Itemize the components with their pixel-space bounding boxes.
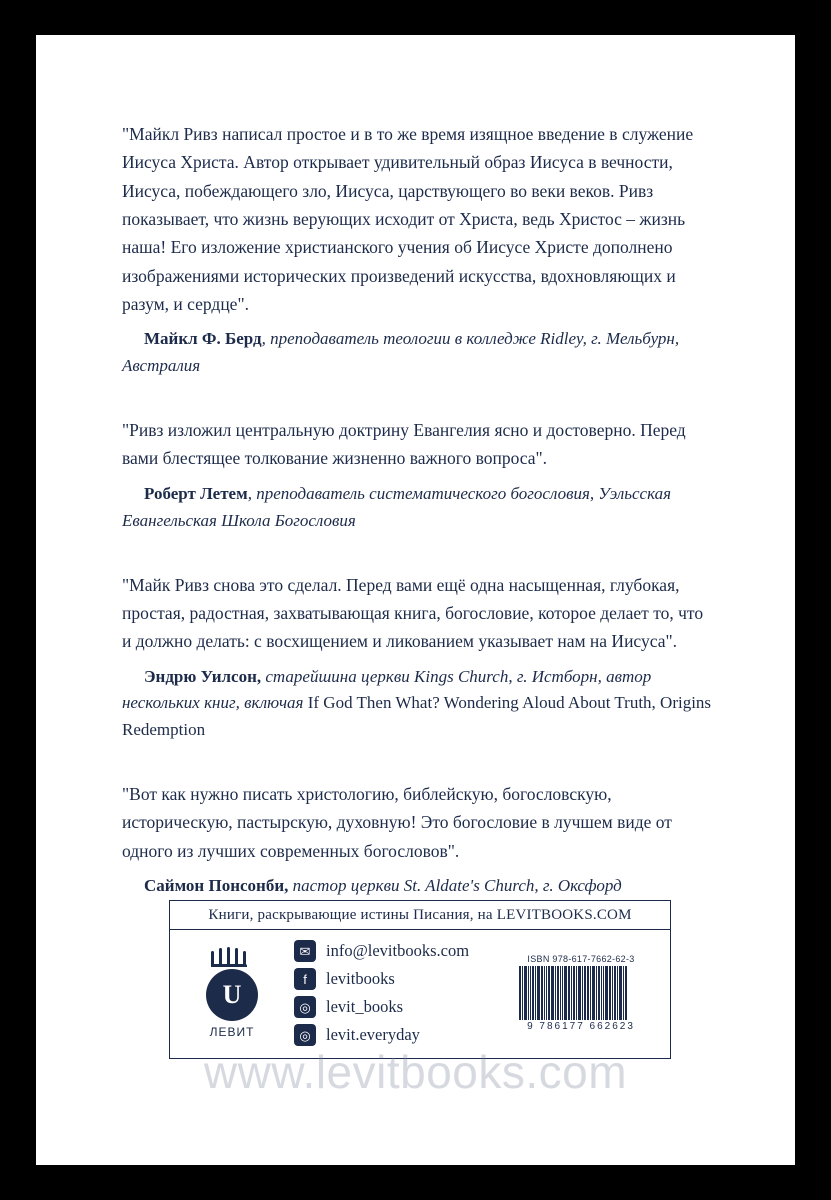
watermark: www.levitbooks.com [203,1046,628,1098]
endorsement-quote: "Майкл Ривз написал простое и в то же время изящное введение в служение Иисуса Христа. Автор открывает удивительный образ Иисуса в вечности, Иисуса, побеждающего зло, Иисуса, царствующего во веки веков. Ривз показывает, что жизнь верующих исходит от Христа, ведь Христос – жизнь наша! Его изложение христианского учения об Иисусе Христе дополнено изображениями исторических произведений искусства, вдохновляющих и разум, и сердце". [122,124,694,315]
barcode-digits: 9 786177 662623 [527,1021,635,1032]
publisher-logo-mark: U [206,969,258,1021]
contact-label: levit_books [326,997,403,1016]
endorsement-block [122,780,712,900]
barcode-block [506,954,656,1032]
endorsement-author: Эндрю Уилсон, [144,666,262,686]
instagram-icon: ◎ [294,996,316,1018]
endorsement-role: , преподаватель систематического богословия, Уэльсская Евангельская Школа Богословия [122,483,672,530]
book-back-cover [36,35,795,1165]
endorsement-quote: "Ривз изложил центральную доктрину Евангелия ясно и достоверно. Перед вами блестящее толкование жизненно важного вопроса". [122,420,686,469]
publisher-tagline: Книги, раскрывающие истины Писания, на LEVITBOOKS.COM [170,901,670,930]
contact-label: levit.everyday [326,1025,420,1044]
contact-facebook[interactable] [294,968,492,990]
contact-instagram-secondary[interactable] [294,1024,492,1046]
crown-icon [209,947,255,967]
publisher-logo-text: ЛЕВИТ [209,1025,255,1039]
endorsement-quote: "Майк Ривз снова это сделал. Перед вами ещё одна насыщенная, глубокая, простая, радостная, захватывающая книга, богословие, которое делает то, что и должно делать: с восхищением и ликованием указывает нам на Иисуса". [122,574,704,652]
endorsements-section [122,120,712,926]
barcode-icon [519,966,643,1020]
endorsement-quote: "Вот как нужно писать христологию, библейскую, богословскую, историческую, пастырскую, духовную! Это богословие в лучшем виде от одного из лучших современных богословов". [122,784,672,861]
endorsement-attribution [122,481,712,535]
publisher-footer-panel [169,900,671,1059]
endorsement-role: старейшина церкви Kings Church, г. Истборн, автор нескольких книг, включая [122,666,652,713]
endorsement-block [122,571,712,745]
endorsement-block [122,416,712,534]
endorsement-role: пастор церкви St. Aldate's Church, г. Оксфорд [288,876,622,896]
contacts-list [294,940,492,1046]
endorsement-book-title: If God Then What? Wondering Aloud About Truth, Origins Redemption [122,693,712,740]
endorsement-author: Майкл Ф. Берд [144,329,262,349]
facebook-icon: f [294,968,316,990]
contact-label: levitbooks [326,969,395,988]
endorsement-author: Саймон Понсонби, [144,876,289,896]
contact-label: info@levitbooks.com [326,941,470,960]
endorsement-role: , преподаватель теологии в колледже Ridley, г. Мельбурн, Австралия [122,329,680,376]
envelope-icon: ✉ [294,940,316,962]
endorsement-attribution [122,326,712,380]
endorsement-attribution [122,873,712,900]
endorsement-author: Роберт Летем [144,483,248,503]
instagram-icon: ◎ [294,1024,316,1046]
endorsement-attribution [122,664,712,745]
contact-email[interactable] [294,940,492,962]
isbn-text: ISBN 978-617-7662-62-3 [527,954,635,964]
publisher-logo [184,947,280,1039]
contact-instagram-primary[interactable] [294,996,492,1018]
endorsement-block [122,120,712,380]
